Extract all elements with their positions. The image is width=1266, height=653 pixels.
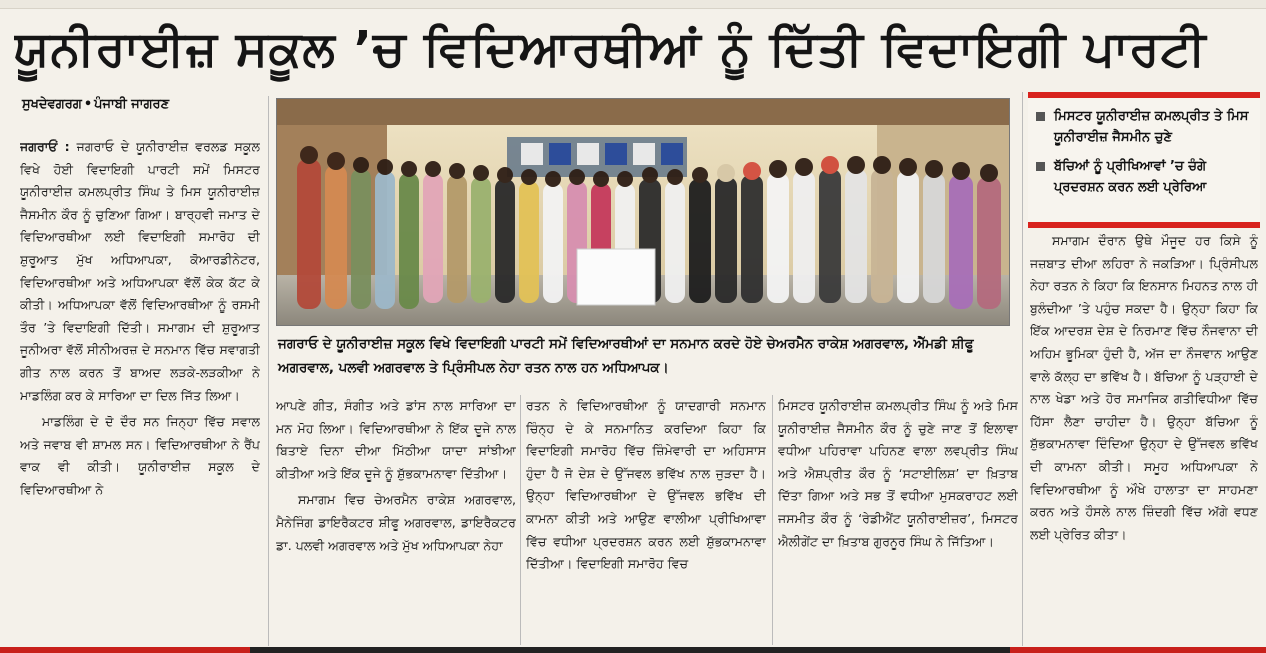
highlight-text: ਮਿਸਟਰ ਯੂਨੀਰਾਈਜ਼ ਕਮਲਪ੍ਰੀਤ ਤੇ ਮਿਸ ਯੂਨੀਰਾਈਜ਼ ਜੈਸਮੀਨ ਚੁਣੇ xyxy=(1054,109,1249,145)
column-divider xyxy=(268,96,269,646)
news-photo xyxy=(276,98,1010,326)
column-divider xyxy=(1022,92,1023,646)
column-divider xyxy=(520,395,521,645)
highlight-item xyxy=(1036,106,1256,148)
byline xyxy=(22,94,262,116)
paragraph-text: ਜਗਰਾਓ ਦੇ ਯੂਨੀਰਾਈਜ਼ ਵਰਲਡ ਸਕੂਲ ਵਿਖੇ ਹੋਈ ਵਿਦਾਇਗੀ ਪਾਰਟੀ ਸਮੇਂ ਮਿਸਟਰ ਯੂਨੀਰਾਈਜ਼ ਕਮਲਪ੍ਰੀਤ ਸਿੰਘ ਤੇ ਮਿਸ ਯੂਨੀਰਾਈਜ਼ ਜੈਸਮੀਨ ਕੌਰ ਨੂੰ ਚੁਣਿਆ ਗਿਆ। ਬਾਰ੍ਹਵੀ ਜਮਾਤ ਦੇ ਵਿਦਿਆਰਥੀਆ ਲਈ ਵਿਦਾਇਗੀ ਸਮਾਰੋਹ ਦੀ ਸ਼ੁਰੂਆਤ ਮੁੱਖ ਅਧਿਆਪਕਾ, ਕੋਆਰਡੀਨੇਟਰ, ਵਿਦਿਆਰਥੀਆ ਅਤੇ ਅਧਿਆਪਕਾ ਵੱਲੋਂ ਕੇਕ ਕੱਟ ਕੇ ਕੀਤੀ। ਅਧਿਆਪਕਾ ਵੱਲੋਂ ਵਿਦਿਆਰਥੀਆ ਨੂੰ ਰਸਮੀ ਤੌਰ ’ਤੇ ਵਿਦਾਇਗੀ ਦਿੱਤੀ। ਸਮਾਗਮ ਦੀ ਸ਼ੁਰੂਆਤ ਜੂਨੀਅਰਾ ਵੱਲੋਂ ਸੀਨੀਅਰਜ਼ ਦੇ ਸਨਮਾਨ ਵਿੱਚ ਸਵਾਗਤੀ ਗੀਤ ਨਾਲ ਕਰਨ ਤੋਂ ਬਾਅਦ ਲੜਕੇ-ਲੜਕੀਆ ਨੇ ਮਾਡਲਿੰਗ ਕਰ ਕੇ ਸਾਰਿਆ ਦਾ ਦਿਲ ਜਿੱਤ ਲਿਆ। xyxy=(20,139,260,403)
article-paragraph: ਸਮਾਗਮ ਵਿਚ ਚੇਅਰਮੈਨ ਰਾਕੇਸ਼ ਅਗਰਵਾਲ, ਮੈਨੇਜਿੰਗ ਡਾਇਰੈਕਟਰ ਸ਼ੀਫੂ ਅਗਰਵਾਲ, ਡਾਇਰੈਕਟਰ ਡਾ. ਪਲਵੀ ਅਗਰਵਾਲ ਅਤੇ ਮੁੱਖ ਅਧਿਆਪਕਾ ਨੇਹਾ xyxy=(276,492,516,553)
byline-separator: • xyxy=(83,97,93,112)
bullet-square-icon xyxy=(1036,162,1045,171)
article-column-4 xyxy=(778,395,1018,645)
article-paragraph: ਸਮਾਗਮ ਦੌਰਾਨ ਉਥੇ ਮੌਜੂਦ ਹਰ ਕਿਸੇ ਨੂੰ ਜਜ਼ਬਾਤ ਦੀਆ ਲਹਿਰਾ ਨੇ ਜਕੜਿਆ। ਪ੍ਰਿੰਸੀਪਲ ਨੇਹਾ ਰਤਨ ਨੇ ਕਿਹਾ ਕਿ ਇਨਸਾਨ ਮਿਹਨਤ ਨਾਲ ਹੀ ਬੁਲੰਦੀਆ ’ਤੇ ਪਹੁੰਚ ਸਕਦਾ ਹੈ। ਉਨ੍ਹਾ ਕਿਹਾ ਕਿ ਇੱਕ ਆਦਰਸ਼ ਦੇਸ਼ ਦੇ ਨਿਰਮਾਣ ਵਿੱਚ ਨੌਜਵਾਨਾ ਦੀ ਅਹਿਮ ਭੂਮਿਕਾ ਹੁੰਦੀ ਹੈ, ਅੱਜ ਦਾ ਨੌਜਵਾਨ ਆਉਣ ਵਾਲੇ ਕੱਲ੍ਹ ਦਾ ਭਵਿੱਖ ਹੈ। ਬੱਚਿਆ ਨੂੰ ਪੜ੍ਹਾਈ ਦੇ ਨਾਲ ਖੇਡਾ ਅਤੇ ਹੋਰ ਸਮਾਜਿਕ ਗਤੀਵਿਧੀਆ ਵਿੱਚ ਹਿੱਸਾ ਲੈਣਾ ਚਾਹੀਦਾ ਹੈ। ਉਨ੍ਹਾ ਬੱਚਿਆ ਨੂੰ ਸ਼ੁੱਭਕਾਮਨਾਵਾ ਦਿੰਦਿਆ ਉਨ੍ਹਾ ਦੇ ਉੱਜਵਲ ਭਵਿੱਖ ਦੀ ਕਾਮਨਾ ਕੀਤੀ। ਸਮੂਹ ਅਧਿਆਪਕਾ ਨੇ ਵਿਦਿਆਰਥੀਆ ਨੂੰ ਔਖੇ ਹਾਲਾਤਾ ਦਾ ਸਾਹਮਣਾ ਕਰਨ ਅਤੇ ਹੌਸਲੇ ਨਾਲ ਜ਼ਿੰਦਗੀ ਵਿੱਚ ਅੱਗੇ ਵਧਣ ਲਈ ਪ੍ਰੇਰਿਤ ਕੀਤਾ। xyxy=(1030,233,1258,542)
article-paragraph: ਮਿਸਟਰ ਯੂਨੀਰਾਈਜ਼ ਕਮਲਪ੍ਰੀਤ ਸਿੰਘ ਨੂੰ ਅਤੇ ਮਿਸ ਯੂਨੀਰਾਈਜ਼ ਜੈਸਮੀਨ ਕੌਰ ਨੂੰ ਚੁਣੇ ਜਾਣ ਤੋਂ ਇਲਾਵਾ ਵਧੀਆ ਪਹਿਰਾਵਾ ਪਹਿਨਣ ਵਾਲਾ ਲਵਪ੍ਰੀਤ ਸਿੰਘ ਅਤੇ ਐਸ਼ਪ੍ਰੀਤ ਕੌਰ ਨੂੰ ‘ਸਟਾਈਲਿਸ਼’ ਦਾ ਖ਼ਿਤਾਬ ਦਿੱਤਾ ਗਿਆ ਅਤੇ ਸਭ ਤੋਂ ਵਧੀਆ ਮੁਸਕਰਾਹਟ ਲਈ ਜਸਮੀਤ ਕੌਰ ਨੂੰ ‘ਰੇਡੀਐਂਟ ਯੂਨੀਰਾਈਜ਼ਰ’, ਮਿਸਟਰ ਐਲੀਗੇਂਟ ਦਾ ਖ਼ਿਤਾਬ ਗੁਰਨੂਰ ਸਿੰਘ ਨੇ ਜਿੱਤਿਆ। xyxy=(778,398,1018,549)
highlight-text: ਬੱਚਿਆਂ ਨੂੰ ਪ੍ਰੀਖਿਆਵਾਂ ’ਚ ਚੰਗੇ ਪ੍ਰਦਰਸ਼ਨ ਕਰਨ ਲਈ ਪ੍ਰੇਰਿਆ xyxy=(1054,159,1207,195)
byline-author: ਸੁਖਦੇਵਗਰਗ xyxy=(22,97,82,112)
article-paragraph: ਮਾਡਲਿੰਗ ਦੇ ਦੋ ਦੌਰ ਸਨ ਜਿਨ੍ਹਾ ਵਿੱਚ ਸਵਾਲ ਅਤੇ ਜਵਾਬ ਵੀ ਸ਼ਾਮਲ ਸਨ। ਵਿਦਿਆਰਥੀਆ ਨੇ ਰੈਂਪ ਵਾਕ ਵੀ ਕੀਤੀ। ਯੂਨੀਰਾਈਜ਼ ਸਕੂਲ ਦੇ ਵਿਦਿਆਰਥੀਆ ਨੇ xyxy=(20,414,260,497)
article-paragraph xyxy=(20,136,260,407)
column-divider xyxy=(772,395,773,645)
article-paragraph: ਰਤਨ ਨੇ ਵਿਦਿਆਰਥੀਆ ਨੂੰ ਯਾਦਗਾਰੀ ਸਨਮਾਨ ਚਿੰਨ੍ਹ ਦੇ ਕੇ ਸਨਮਾਨਿਤ ਕਰਦਿਆ ਕਿਹਾ ਕਿ ਵਿਦਾਇਗੀ ਸਮਾਰੋਹ ਵਿੱਚ ਜ਼ਿੰਮੇਵਾਰੀ ਦਾ ਅਹਿਸਾਸ ਹੁੰਦਾ ਹੈ ਜੋ ਦੇਸ਼ ਦੇ ਉੱਜਵਲ ਭਵਿੱਖ ਨਾਲ ਜੁੜਦਾ ਹੈ। ਉਨ੍ਹਾ ਵਿਦਿਆਰਥੀਆ ਦੇ ਉੱਜਵਲ ਭਵਿੱਖ ਦੀ ਕਾਮਨਾ ਕੀਤੀ ਅਤੇ ਆਉਣ ਵਾਲੀਆ ਪ੍ਰੀਖਿਆਵਾ ਵਿੱਚ ਵਧੀਆ ਪ੍ਰਦਰਸ਼ਨ ਕਰਨ ਲਈ ਸ਼ੁੱਭਕਾਮਨਾਵਾ ਦਿੱਤੀਆ। ਵਿਦਾਇਗੀ ਸਮਾਰੋਹ ਵਿਚ xyxy=(526,398,766,572)
article-column-3 xyxy=(526,395,766,645)
bottom-page-strip xyxy=(0,647,1266,653)
bottom-accent-bar xyxy=(1010,647,1266,653)
bullet-square-icon xyxy=(1036,112,1045,121)
article-column-5 xyxy=(1030,230,1258,645)
bottom-accent-bar xyxy=(0,647,250,653)
page-headline: ਯੂਨੀਰਾਈਜ਼ ਸਕੂਲ ’ਚ ਵਿਦਿਆਰਥੀਆਂ ਨੂੰ ਦਿੱਤੀ ਵਿਦਾਇਗੀ ਪਾਰਟੀ xyxy=(14,21,1207,77)
article-paragraph: ਆਪਣੇ ਗੀਤ, ਸੰਗੀਤ ਅਤੇ ਡਾਂਸ ਨਾਲ ਸਾਰਿਆ ਦਾ ਮਨ ਮੋਹ ਲਿਆ। ਵਿਦਿਆਰਥੀਆ ਨੇ ਇੱਕ ਦੂਜੇ ਨਾਲ ਬਿਤਾਏ ਦਿਨਾ ਦੀਆ ਮਿੱਠੀਆ ਯਾਦਾ ਸਾਂਝੀਆ ਕੀਤੀਆ ਅਤੇ ਇੱਕ ਦੂਜੇ ਨੂੰ ਸ਼ੁੱਭਕਾਮਨਾਵਾ ਦਿੱਤੀਆ। xyxy=(276,398,516,481)
group-photo-image xyxy=(277,99,1009,325)
highlight-item xyxy=(1036,156,1256,198)
dateline: ਜਗਰਾਓਂ : xyxy=(20,139,70,154)
article-column-2 xyxy=(276,395,516,645)
byline-paper: ਪੰਜਾਬੀ ਜਾਗਰਣ xyxy=(94,97,170,112)
highlights-box xyxy=(1028,92,1260,228)
top-page-strip xyxy=(0,0,1266,9)
article-column-1 xyxy=(20,136,260,646)
photo-caption: ਜਗਰਾਓ ਦੇ ਯੂਨੀਰਾਈਜ਼ ਸਕੂਲ ਵਿਖੇ ਵਿਦਾਇਗੀ ਪਾਰਟੀ ਸਮੇਂ ਵਿਦਿਆਰਥੀਆਂ ਦਾ ਸਨਮਾਨ ਕਰਦੇ ਹੋਏ ਚੇਅਰਮੈਨ ਰਾਕੇਸ਼ ਅਗਰਵਾਲ, ਐੱਮਡੀ ਸ਼ੀਫੂ ਅਗਰਵਾਲ, ਪਲਵੀ ਅਗਰਵਾਲ ਤੇ ਪ੍ਰਿੰਸੀਪਲ ਨੇਹਾ ਰਤਨ ਨਾਲ ਹਨ ਅਧਿਆਪਕ। xyxy=(278,336,974,376)
